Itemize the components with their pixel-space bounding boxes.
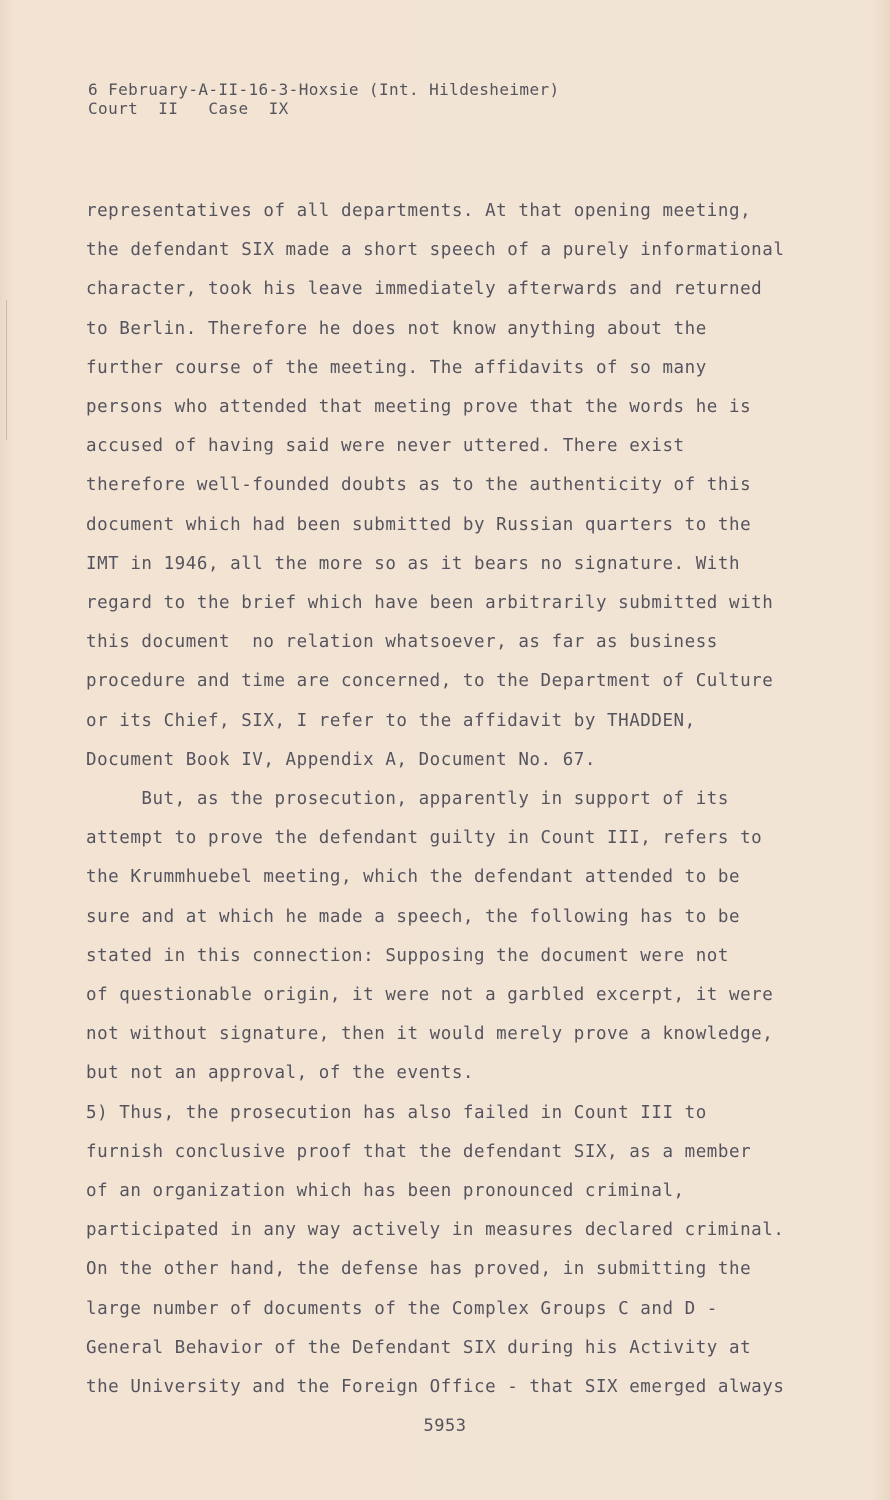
text-line: not without signature, then it would merely prove a knowledge, bbox=[86, 1024, 774, 1045]
text-line: But, as the prosecution, apparently in support of its bbox=[86, 789, 729, 810]
text-line: furnish conclusive proof that the defendant SIX, as a member bbox=[86, 1141, 752, 1162]
text-line: therefore well-founded doubts as to the authenticity of this bbox=[86, 475, 752, 496]
text-line: accused of having said were never uttered. There exist bbox=[86, 436, 685, 457]
text-line: stated in this connection: Supposing the document were not bbox=[86, 945, 729, 966]
text-line: regard to the brief which have been arbitrarily submitted with bbox=[86, 593, 774, 614]
page-number: 5953 bbox=[423, 1416, 467, 1436]
text-line: of an organization which has been pronounced criminal, bbox=[86, 1181, 685, 1202]
text-line: large number of documents of the Complex Groups C and D - bbox=[86, 1298, 718, 1319]
text-line: attempt to prove the defendant guilty in Count III, refers to bbox=[86, 828, 763, 849]
text-line: representatives of all departments. At that opening meeting, bbox=[86, 201, 752, 221]
header-line-2: Court II Case IX bbox=[88, 99, 289, 118]
text-line: persons who attended that meeting prove that the words he is bbox=[86, 397, 752, 418]
text-line: to Berlin. Therefore he does not know anything about the bbox=[86, 318, 707, 339]
text-line: the Krummhuebel meeting, which the defendant attended to be bbox=[86, 867, 741, 888]
text-line: the University and the Foreign Office - that SIX emerged always bbox=[86, 1377, 785, 1398]
text-line: procedure and time are concerned, to the Department of Culture bbox=[86, 671, 774, 692]
text-line: 5) Thus, the prosecution has also failed in Count III to bbox=[86, 1102, 707, 1123]
text-line: document which had been submitted by Russian quarters to the bbox=[86, 514, 752, 535]
document-body bbox=[86, 192, 826, 1407]
text-line: sure and at which he made a speech, the following has to be bbox=[86, 906, 741, 927]
text-line: but not an approval, of the events. bbox=[86, 1063, 475, 1084]
text-line: On the other hand, the defense has proved, in submitting the bbox=[86, 1259, 752, 1280]
text-line: this document no relation whatsoever, as far as business bbox=[86, 632, 718, 653]
text-line: IMT in 1946, all the more so as it bears no signature. With bbox=[86, 553, 741, 574]
text-line: further course of the meeting. The affidavits of so many bbox=[86, 357, 707, 378]
header-line-1: 6 February-A-II-16-3-Hoxsie (Int. Hildesheimer) bbox=[88, 80, 560, 99]
text-line: character, took his leave immediately afterwards and returned bbox=[86, 279, 763, 300]
text-line: or its Chief, SIX, I refer to the affidavit by THADDEN, bbox=[86, 710, 696, 731]
text-line: participated in any way actively in measures declared criminal. bbox=[86, 1220, 785, 1241]
text-line: of questionable origin, it were not a garbled excerpt, it were bbox=[86, 985, 774, 1006]
page-header bbox=[88, 80, 560, 118]
text-line: General Behavior of the Defendant SIX during his Activity at bbox=[86, 1337, 752, 1358]
text-line: the defendant SIX made a short speech of a purely informational bbox=[86, 240, 785, 261]
margin-mark bbox=[6, 300, 9, 440]
text-line: Document Book IV, Appendix A, Document No. 67. bbox=[86, 749, 596, 770]
